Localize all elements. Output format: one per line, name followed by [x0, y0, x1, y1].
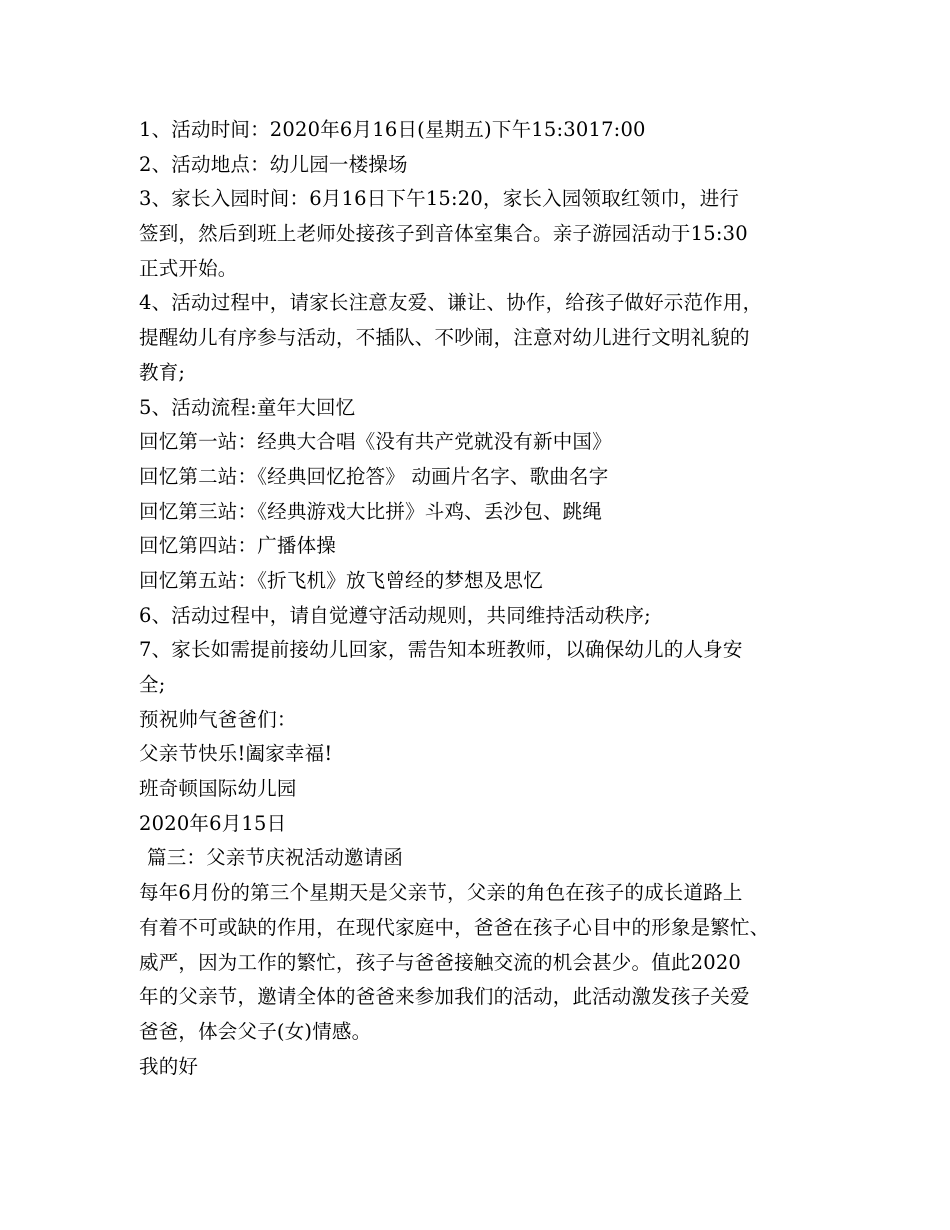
text-line-busy-work: 威严，因为工作的繁忙，孩子与爸爸接触交流的机会甚少。值此2020 — [139, 950, 742, 974]
text-line-rules: 6、活动过程中，请自觉遵守活动规则，共同维持活动秩序; — [139, 603, 651, 627]
text-line-activity-flow: 5、活动流程:童年大回忆 — [139, 395, 356, 419]
text-line-early-pickup: 7、家长如需提前接幼儿回家，需告知本班教师，以确保幼儿的人身安 — [139, 638, 743, 662]
text-line-date: 2020年6月15日 — [139, 811, 287, 835]
text-line-greeting: 预祝帅气爸爸们： — [139, 707, 297, 731]
text-line-memory-stop-5: 回忆第五站：《折飞机》放飞曾经的梦想及思忆 — [139, 568, 543, 592]
text-line-parent-entry-time: 3、家长入园时间：6月16日下午15:20，家长入园领取红领巾，进行 — [139, 187, 740, 211]
text-line-invitation: 年的父亲节，邀请全体的爸爸来参加我们的活动，此活动激发孩子关爱 — [139, 985, 750, 1009]
text-line-memory-stop-3: 回忆第三站：《经典游戏大比拼》斗鸡、丢沙包、跳绳 — [139, 499, 603, 523]
text-line-kindergarten-name: 班奇顿国际幼儿园 — [139, 777, 297, 801]
text-line-memory-stop-4: 回忆第四站：广播体操 — [139, 534, 337, 558]
text-line-fathers-role: 有着不可或缺的作用，在现代家庭中，爸爸在孩子心目中的形象是繁忙、 — [139, 915, 770, 939]
text-line-education: 教育; — [139, 360, 186, 384]
text-line-sign-in: 签到，然后到班上老师处接孩子到音体室集合。亲子游园活动于15:30 — [139, 222, 748, 246]
text-line-safety: 全; — [139, 673, 166, 696]
text-line-memory-stop-2: 回忆第二站：《经典回忆抢答》 动画片名字、歌曲名字 — [139, 464, 609, 488]
text-line-activity-location: 2、活动地点：幼儿园一楼操场 — [139, 152, 408, 176]
text-line-wishes: 父亲节快乐!阖家幸福! — [139, 742, 333, 766]
section-heading: 篇三：父亲节庆祝活动邀请函 — [147, 846, 404, 870]
text-line-feelings: 爸爸，体会父子(女)情感。 — [139, 1019, 372, 1043]
text-line-memory-stop-1: 回忆第一站：经典大合唱《没有共产党就没有新中国》 — [139, 430, 612, 454]
text-line-official-start: 正式开始。 — [139, 256, 238, 280]
document-body — [139, 113, 819, 1084]
text-line-fathers-day-intro: 每年6月份的第三个星期天是父亲节，父亲的角色在孩子的成长道路上 — [139, 881, 743, 905]
text-line-activity-process: 4、活动过程中，请家长注意友爱、谦让、协作，给孩子做好示范作用， — [139, 291, 763, 315]
text-line-closing-fragment: 我的好 — [139, 1054, 199, 1078]
text-line-activity-time: 1、活动时间：2020年6月16日(星期五)下午15:3017:00 — [139, 118, 646, 141]
text-line-remind-children: 提醒幼儿有序参与活动，不插队、不吵闹，注意对幼儿进行文明礼貌的 — [139, 326, 750, 350]
